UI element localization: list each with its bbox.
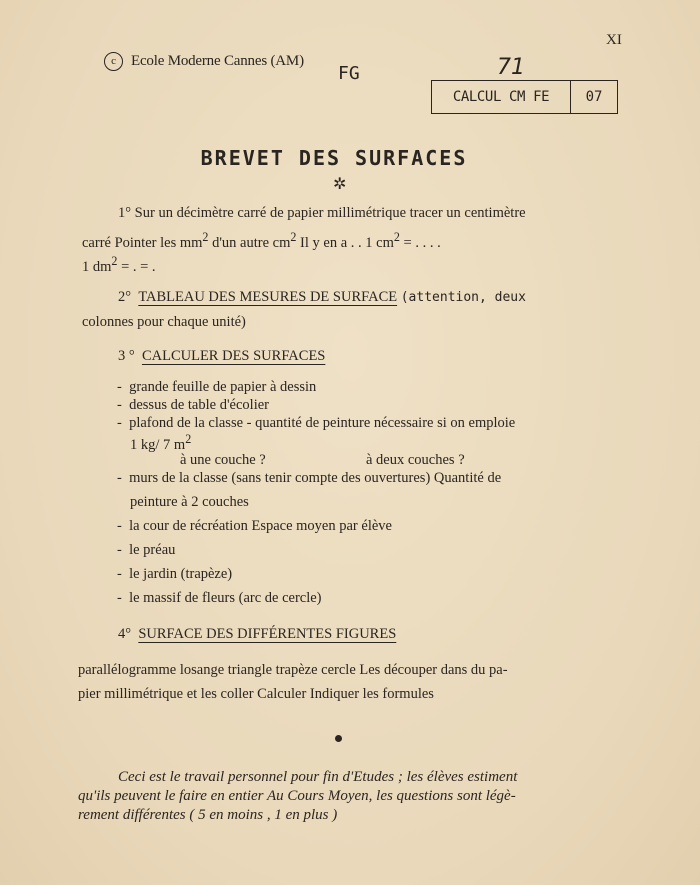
list-item-text: le préau <box>129 542 176 558</box>
publisher-name: Ecole Moderne Cannes (AM) <box>131 52 304 69</box>
section-number: 2° <box>118 289 132 305</box>
list-item-text: dessus de table d'écolier <box>129 397 270 413</box>
section2-tail: (attention, deux <box>400 290 526 305</box>
exponent: 2 <box>202 230 209 244</box>
section2-line1 <box>118 289 526 306</box>
list-item: - le massif de fleurs (arc de cercle) <box>117 590 322 606</box>
code-letters: FG <box>338 63 360 84</box>
reference-box-label: CALCUL CM FE <box>432 81 571 113</box>
list-item-continuation: à deux couches ? <box>366 452 465 468</box>
copyright-icon: c <box>104 52 123 71</box>
page-title-text: BREVET DES SURFACES <box>200 146 468 170</box>
section1-line3 <box>82 254 156 276</box>
list-item: - murs de la classe (sans tenir compte des ouvertures) Quantité de <box>117 470 502 486</box>
section1-text: d'un autre cm <box>208 234 291 251</box>
reference-box-number: 07 <box>585 89 603 105</box>
section4-heading-line <box>118 626 396 643</box>
section4-line2: pier millimétrique et les coller Calculer Indiquer les formules <box>78 686 434 702</box>
list-item-text: la cour de récréation Espace moyen par élève <box>129 518 392 534</box>
footer-line2: qu'ils peuvent le faire en entier Au Cours Moyen, les questions sont légè- <box>78 788 516 804</box>
exponent: 2 <box>185 432 192 446</box>
ornament-icon: ✲ <box>333 176 347 193</box>
list-item: - le préau <box>117 542 176 558</box>
section2-line2: colonnes pour chaque unité) <box>82 314 246 330</box>
exponent: 2 <box>290 230 297 244</box>
section1-text: carré Pointer les mm <box>82 234 203 251</box>
list-item-text: 1 kg/ 7 m <box>130 436 186 453</box>
section-number: 4° <box>118 626 132 642</box>
handwritten-number: 71 <box>497 55 525 80</box>
list-item-text: le jardin (trapèze) <box>129 566 233 582</box>
footer-line1: Ceci est le travail personnel pour fin d'Etudes ; les élèves estiment <box>118 769 518 785</box>
section3-heading-line <box>118 348 325 365</box>
section-heading: SURFACE DES DIFFÉRENTES FIGURES <box>138 626 397 642</box>
exponent: 2 <box>111 254 118 268</box>
reference-box <box>431 80 618 114</box>
section1-line1: 1° Sur un décimètre carré de papier millimétrique tracer un centimètre <box>118 205 526 221</box>
section-heading: CALCULER DES SURFACES <box>141 348 326 364</box>
section4-line1: parallélogramme losange triangle trapèze cercle Les découper dans du pa- <box>78 662 508 678</box>
exponent: 2 <box>393 230 400 244</box>
section1-text: 1 dm <box>82 258 112 275</box>
list-item-continuation <box>130 432 191 454</box>
list-item-text: grande feuille de papier à dessin <box>129 379 317 395</box>
separator-dot <box>335 735 342 742</box>
list-item-text: murs de la classe (sans tenir compte des ouvertures) Quantité de <box>129 470 502 486</box>
list-item: - plafond de la classe - quantité de peinture nécessaire si on emploie <box>117 415 516 431</box>
page-number: XI <box>606 32 622 48</box>
section-number: 3 ° <box>118 348 135 364</box>
section1-text: Il y en a . . 1 cm <box>296 234 394 251</box>
page-title <box>0 146 700 170</box>
publisher-line <box>104 52 304 71</box>
list-item: - la cour de récréation Espace moyen par élève <box>117 518 392 534</box>
list-item: - le jardin (trapèze) <box>117 566 233 582</box>
list-item: - grande feuille de papier à dessin <box>117 379 317 395</box>
section1-text: = . . . . <box>399 234 441 251</box>
list-item-continuation: peinture à 2 couches <box>130 494 249 510</box>
list-item: - dessus de table d'écolier <box>117 397 270 413</box>
list-item-text: plafond de la classe - quantité de peinture nécessaire si on emploie <box>129 415 516 431</box>
section1-text: = . = . <box>117 258 156 275</box>
section1-line2 <box>82 230 441 252</box>
list-item-continuation: à une couche ? <box>180 452 266 468</box>
list-item-text: le massif de fleurs (arc de cercle) <box>129 590 322 606</box>
section-heading: TABLEAU DES MESURES DE SURFACE <box>138 289 398 305</box>
footer-line3: rement différentes ( 5 en moins , 1 en plus ) <box>78 807 338 823</box>
